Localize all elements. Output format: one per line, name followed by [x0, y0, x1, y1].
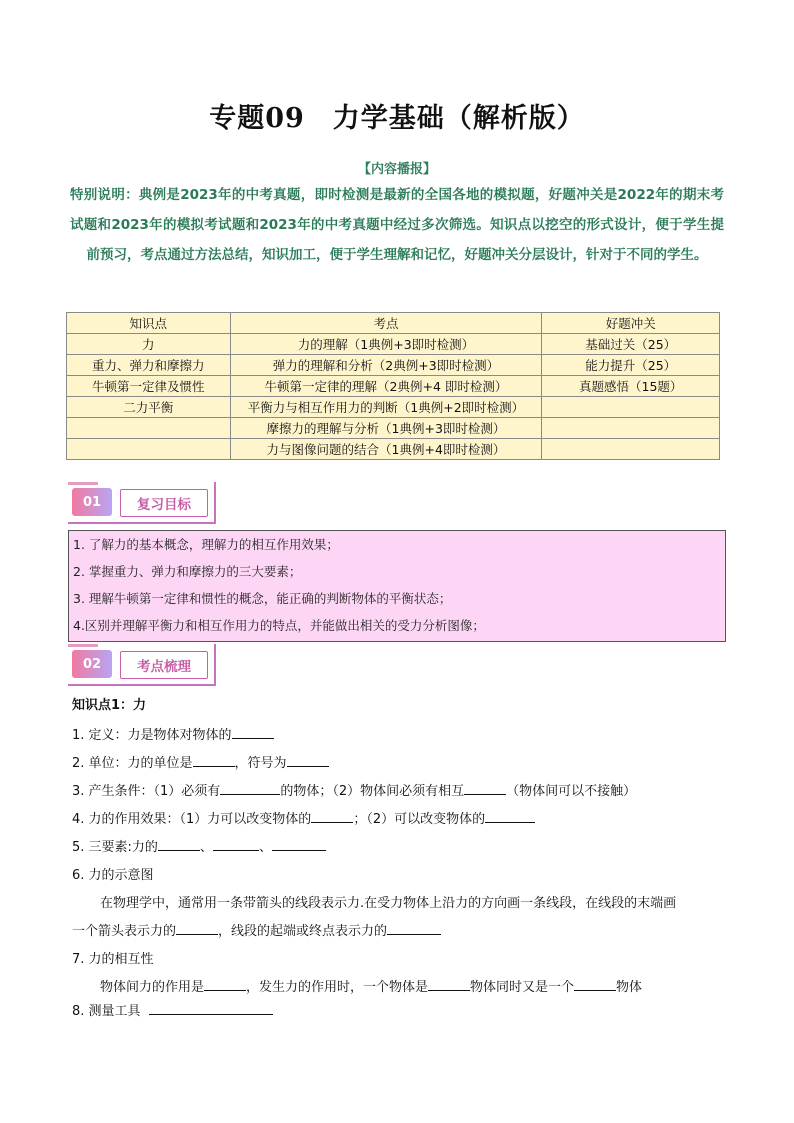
fill-blank[interactable]: [232, 726, 274, 739]
item-unit: [72, 752, 329, 771]
table-row: [67, 334, 720, 355]
item-text: 4. 力的作用效果：（1）力可以改变物体的: [72, 812, 312, 827]
table-cell: [542, 439, 720, 460]
intro-text: 特别说明：典例是2023年的中考真题，即时检测是最新的全国各地的模拟题，好题冲关是2022年的期末考试题和2023年的模拟考试题和2023年的中考真题中经过多次筛选。知识点以挖空的形式设计，便于学生提前预习，考点通过方法总结，知识加工，便于学生理解和记忆，好题冲关分层设计，针对于不同的学生。: [70, 187, 724, 263]
table-row: [67, 376, 720, 397]
fill-blank[interactable]: [272, 838, 326, 851]
goals-box: [68, 530, 726, 642]
fill-blank[interactable]: [387, 922, 441, 935]
table-cell: 二力平衡: [67, 397, 231, 418]
item-text: 一个箭头表示力的: [72, 924, 177, 939]
item-mutuality-paragraph: [100, 976, 642, 995]
item-text: 物体间力的作用是: [100, 980, 205, 995]
section-number: 01: [72, 488, 112, 516]
item-text: ，线段的起端或终点表示力的: [218, 924, 388, 939]
fill-blank[interactable]: [464, 782, 506, 795]
table-cell: [67, 418, 231, 439]
item-text: 8. 测量工具: [72, 1004, 141, 1019]
table-cell: 重力、弹力和摩擦力: [67, 355, 231, 376]
item-definition: [72, 724, 274, 743]
goal-item: 4.区别并理解平衡力和相互作用力的特点，并能做出相关的受力分析图像；: [73, 618, 485, 633]
table-row: [67, 355, 720, 376]
table-cell: [542, 397, 720, 418]
page-title: 专题09 力学基础（解析版）: [209, 103, 585, 134]
table-cell: 能力提升（25）: [542, 355, 720, 376]
table-header: 知识点: [67, 313, 231, 334]
item-measuring-tool: [72, 1000, 273, 1019]
table-row: [67, 439, 720, 460]
item-text: 物体: [616, 980, 643, 995]
fill-blank[interactable]: [204, 978, 246, 991]
overview-table: [66, 312, 720, 460]
table-cell: 力: [67, 334, 231, 355]
fill-blank[interactable]: [485, 810, 535, 823]
item-text: 3. 产生条件：（1）必须有: [72, 784, 221, 799]
table-cell: [67, 439, 231, 460]
content-label: 【内容播报】: [357, 162, 436, 177]
fill-blank[interactable]: [213, 838, 259, 851]
item-text: 5. 三要素:力的: [72, 840, 158, 855]
badge-frame-accent: [68, 482, 98, 485]
section-title: 复习目标: [120, 489, 208, 517]
table-cell: [542, 418, 720, 439]
item-text: ，符号为: [234, 756, 287, 771]
fill-blank[interactable]: [176, 922, 218, 935]
item-three-elements: [72, 836, 326, 855]
table-row: [67, 397, 720, 418]
goal-item: 3. 理解牛顿第一定律和惯性的概念，能正确的判断物体的平衡状态；: [73, 591, 452, 606]
item-effects: [72, 808, 535, 827]
item-diagram-heading: 6. 力的示意图: [72, 868, 154, 883]
fill-blank[interactable]: [311, 810, 353, 823]
table-header: 考点: [230, 313, 542, 334]
fill-blank[interactable]: [193, 754, 235, 767]
fill-blank[interactable]: [428, 978, 470, 991]
fill-blank[interactable]: [149, 1002, 273, 1015]
table-cell: 牛顿第一定律及惯性: [67, 376, 231, 397]
knowledge-point-title: 知识点1：力: [72, 698, 147, 713]
item-text: ，发生力的作用时，一个物体是: [246, 980, 429, 995]
separator: 、: [199, 840, 213, 855]
table-cell: 真题感悟（15题）: [542, 376, 720, 397]
section-title: 考点梳理: [120, 651, 208, 679]
fill-blank[interactable]: [574, 978, 616, 991]
fill-blank[interactable]: [220, 782, 280, 795]
item-conditions: [72, 780, 636, 799]
table-cell: 力与图像问题的结合（1典例+4即时检测）: [230, 439, 542, 460]
fill-blank[interactable]: [287, 754, 329, 767]
fill-blank[interactable]: [158, 838, 200, 851]
table-cell: 弹力的理解和分析（2典例+3即时检测）: [230, 355, 542, 376]
badge-frame-accent: [68, 644, 98, 647]
table-row: [67, 418, 720, 439]
item-text: 的物体；（2）物体间必须有相互: [280, 784, 465, 799]
table-header-row: [67, 313, 720, 334]
item-text: ；（2）可以改变物体的: [353, 812, 486, 827]
item-text: 1. 定义：力是物体对物体的: [72, 728, 232, 743]
table-cell: 牛顿第一定律的理解（2典例+4 即时检测）: [230, 376, 542, 397]
table-cell: 基础过关（25）: [542, 334, 720, 355]
item-text: （物体间可以不接触）: [506, 784, 637, 799]
table-cell: 平衡力与相互作用力的判断（1典例+2即时检测）: [230, 397, 542, 418]
item-mutuality-heading: 7. 力的相互性: [72, 952, 154, 967]
table-cell: 力的理解（1典例+3即时检测）: [230, 334, 542, 355]
item-text: 2. 单位：力的单位是: [72, 756, 193, 771]
goal-item: 1. 了解力的基本概念，理解力的相互作用效果；: [73, 537, 339, 552]
item-diagram-paragraph-cont: [72, 920, 441, 939]
table-cell: 摩擦力的理解与分析（1典例+3即时检测）: [230, 418, 542, 439]
item-diagram-paragraph: 在物理学中，通常用一条带箭头的线段表示力.在受力物体上沿力的方向画一条线段，在线段的末端画: [100, 896, 677, 911]
separator: 、: [258, 840, 272, 855]
table-header: 好题冲关: [542, 313, 720, 334]
section-number: 02: [72, 650, 112, 678]
item-text: 物体同时又是一个: [470, 980, 575, 995]
goal-item: 2. 掌握重力、弹力和摩擦力的三大要素；: [73, 564, 302, 579]
